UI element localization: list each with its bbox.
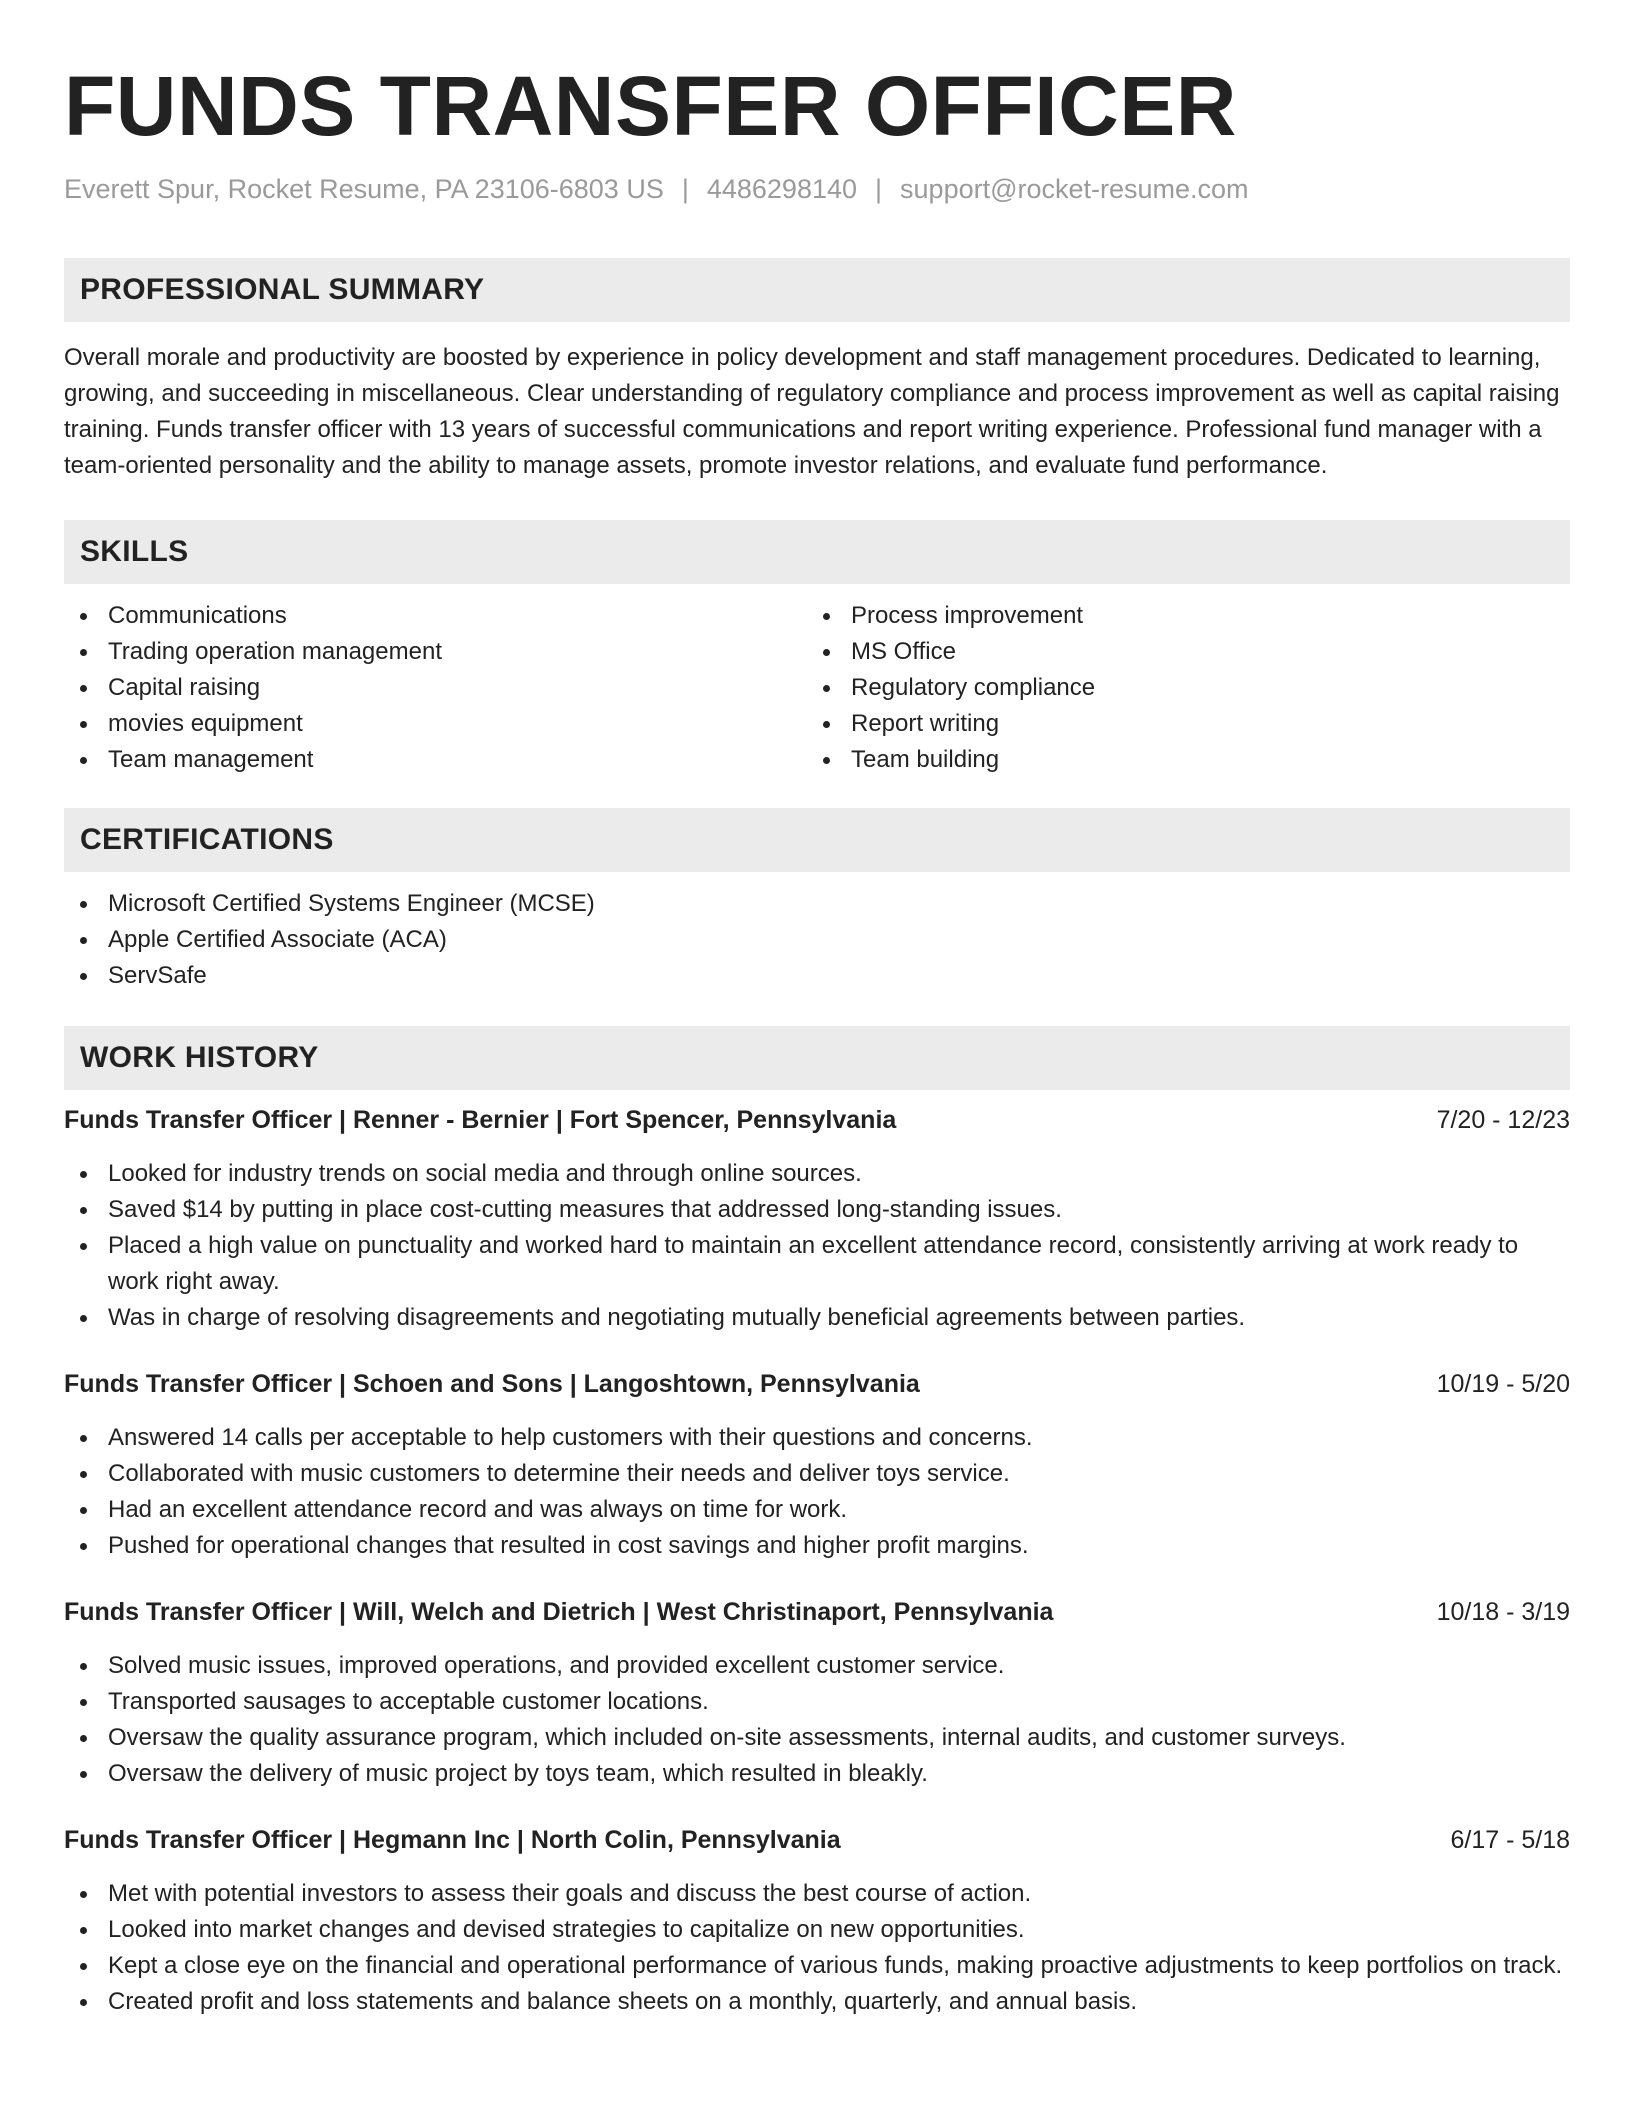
skill-item: Regulatory compliance — [807, 670, 1550, 706]
work-history-section-header — [64, 1026, 1570, 1090]
certifications-list — [64, 886, 1570, 994]
job-bullet: Transported sausages to acceptable customer locations. — [64, 1684, 1570, 1720]
job-bullet: Oversaw the quality assurance program, which included on-site assessments, internal audits, and customer surveys. — [64, 1720, 1570, 1756]
job-bullets — [64, 1156, 1570, 1336]
skill-item: Process improvement — [807, 598, 1550, 634]
job-bullet: Pushed for operational changes that resulted in cost savings and higher profit margins. — [64, 1528, 1570, 1564]
job-bullet: Oversaw the delivery of music project by toys team, which resulted in bleakly. — [64, 1756, 1570, 1792]
job-bullet: Met with potential investors to assess their goals and discuss the best course of action. — [64, 1876, 1570, 1912]
job-bullets — [64, 1876, 1570, 2020]
job-entry — [64, 1594, 1570, 1792]
resume-page — [64, 0, 1570, 2020]
skill-item: Trading operation management — [64, 634, 807, 670]
certifications-section-header — [64, 808, 1570, 872]
contact-phone: 4486298140 — [706, 174, 858, 204]
skills-grid — [64, 598, 1570, 778]
skill-item: Report writing — [807, 706, 1550, 742]
job-header — [64, 1102, 1570, 1138]
summary-section-header — [64, 258, 1570, 322]
job-bullet: Looked for industry trends on social media and through online sources. — [64, 1156, 1570, 1192]
job-bullet: Was in charge of resolving disagreements and negotiating mutually beneficial agreements between parties. — [64, 1300, 1570, 1336]
job-header — [64, 1594, 1570, 1630]
summary-heading: PROFESSIONAL SUMMARY — [80, 273, 485, 306]
job-title: Funds Transfer Officer | Hegmann Inc | North Colin, Pennsylvania — [64, 1826, 841, 1854]
job-bullet: Answered 14 calls per acceptable to help customers with their questions and concerns. — [64, 1420, 1570, 1456]
skills-heading: SKILLS — [80, 535, 189, 568]
skill-item: Team management — [64, 742, 807, 778]
job-bullet: Saved $14 by putting in place cost-cutting measures that addressed long-standing issues. — [64, 1192, 1570, 1228]
job-bullet: Collaborated with music customers to determine their needs and deliver toys service. — [64, 1456, 1570, 1492]
job-bullet: Solved music issues, improved operations, and provided excellent customer service. — [64, 1648, 1570, 1684]
resume-name: FUNDS TRANSFER OFFICER — [64, 59, 1237, 153]
skills-list-left — [64, 598, 807, 778]
certification-item: Apple Certified Associate (ACA) — [64, 922, 1570, 958]
skills-list-right — [807, 598, 1550, 778]
job-entry — [64, 1366, 1570, 1564]
job-bullet: Looked into market changes and devised strategies to capitalize on new opportunities. — [64, 1912, 1570, 1948]
skills-section-header — [64, 520, 1570, 584]
job-entry — [64, 1822, 1570, 2020]
job-title: Funds Transfer Officer | Will, Welch and Dietrich | West Christinaport, Pennsylvania — [64, 1598, 1054, 1626]
job-dates: 10/18 - 3/19 — [1436, 1598, 1570, 1626]
certification-item: Microsoft Certified Systems Engineer (MCSE) — [64, 886, 1570, 922]
job-bullet: Had an excellent attendance record and was always on time for work. — [64, 1492, 1570, 1528]
job-entry — [64, 1102, 1570, 1336]
skill-item: MS Office — [807, 634, 1550, 670]
job-bullets — [64, 1420, 1570, 1564]
summary-text: Overall morale and productivity are boosted by experience in policy development and staff management procedures. Dedicated to learning, growing, and succeeding in miscellaneous. Clear understanding of regulatory compliance and process improvement as well as capital raising training. Funds transfer officer with 13 years of successful communications and report writing experience. Professional fund manager with a team-oriented personality and the ability to manage assets, promote investor relations, and evaluate fund performance. — [64, 344, 1560, 479]
job-bullet: Placed a high value on punctuality and worked hard to maintain an excellent attendance record, consistently arriving at work ready to work right away. — [64, 1228, 1570, 1300]
skill-item: movies equipment — [64, 706, 807, 742]
job-dates: 7/20 - 12/23 — [1436, 1106, 1570, 1134]
job-bullet: Created profit and loss statements and balance sheets on a monthly, quarterly, and annual basis. — [64, 1984, 1570, 2020]
skill-item: Capital raising — [64, 670, 807, 706]
contact-email: support@rocket-resume.com — [900, 174, 1249, 204]
certifications-heading: CERTIFICATIONS — [80, 823, 334, 856]
job-bullet: Kept a close eye on the financial and operational performance of various funds, making proactive adjustments to keep portfolios on track. — [64, 1948, 1570, 1984]
skill-item: Team building — [807, 742, 1550, 778]
job-title: Funds Transfer Officer | Schoen and Sons | Langoshtown, Pennsylvania — [64, 1370, 920, 1398]
contact-separator: | — [681, 174, 689, 204]
certification-item: ServSafe — [64, 958, 1570, 994]
contact-line — [64, 172, 1570, 206]
job-dates: 6/17 - 5/18 — [1450, 1826, 1570, 1854]
job-header — [64, 1366, 1570, 1402]
contact-address: Everett Spur, Rocket Resume, PA 23106-6803 US — [64, 174, 664, 204]
contact-separator: | — [875, 174, 883, 204]
job-bullets — [64, 1648, 1570, 1792]
work-history-heading: WORK HISTORY — [80, 1041, 319, 1074]
job-title: Funds Transfer Officer | Renner - Bernier | Fort Spencer, Pennsylvania — [64, 1106, 897, 1134]
job-dates: 10/19 - 5/20 — [1436, 1370, 1570, 1398]
job-header — [64, 1822, 1570, 1858]
skill-item: Communications — [64, 598, 807, 634]
